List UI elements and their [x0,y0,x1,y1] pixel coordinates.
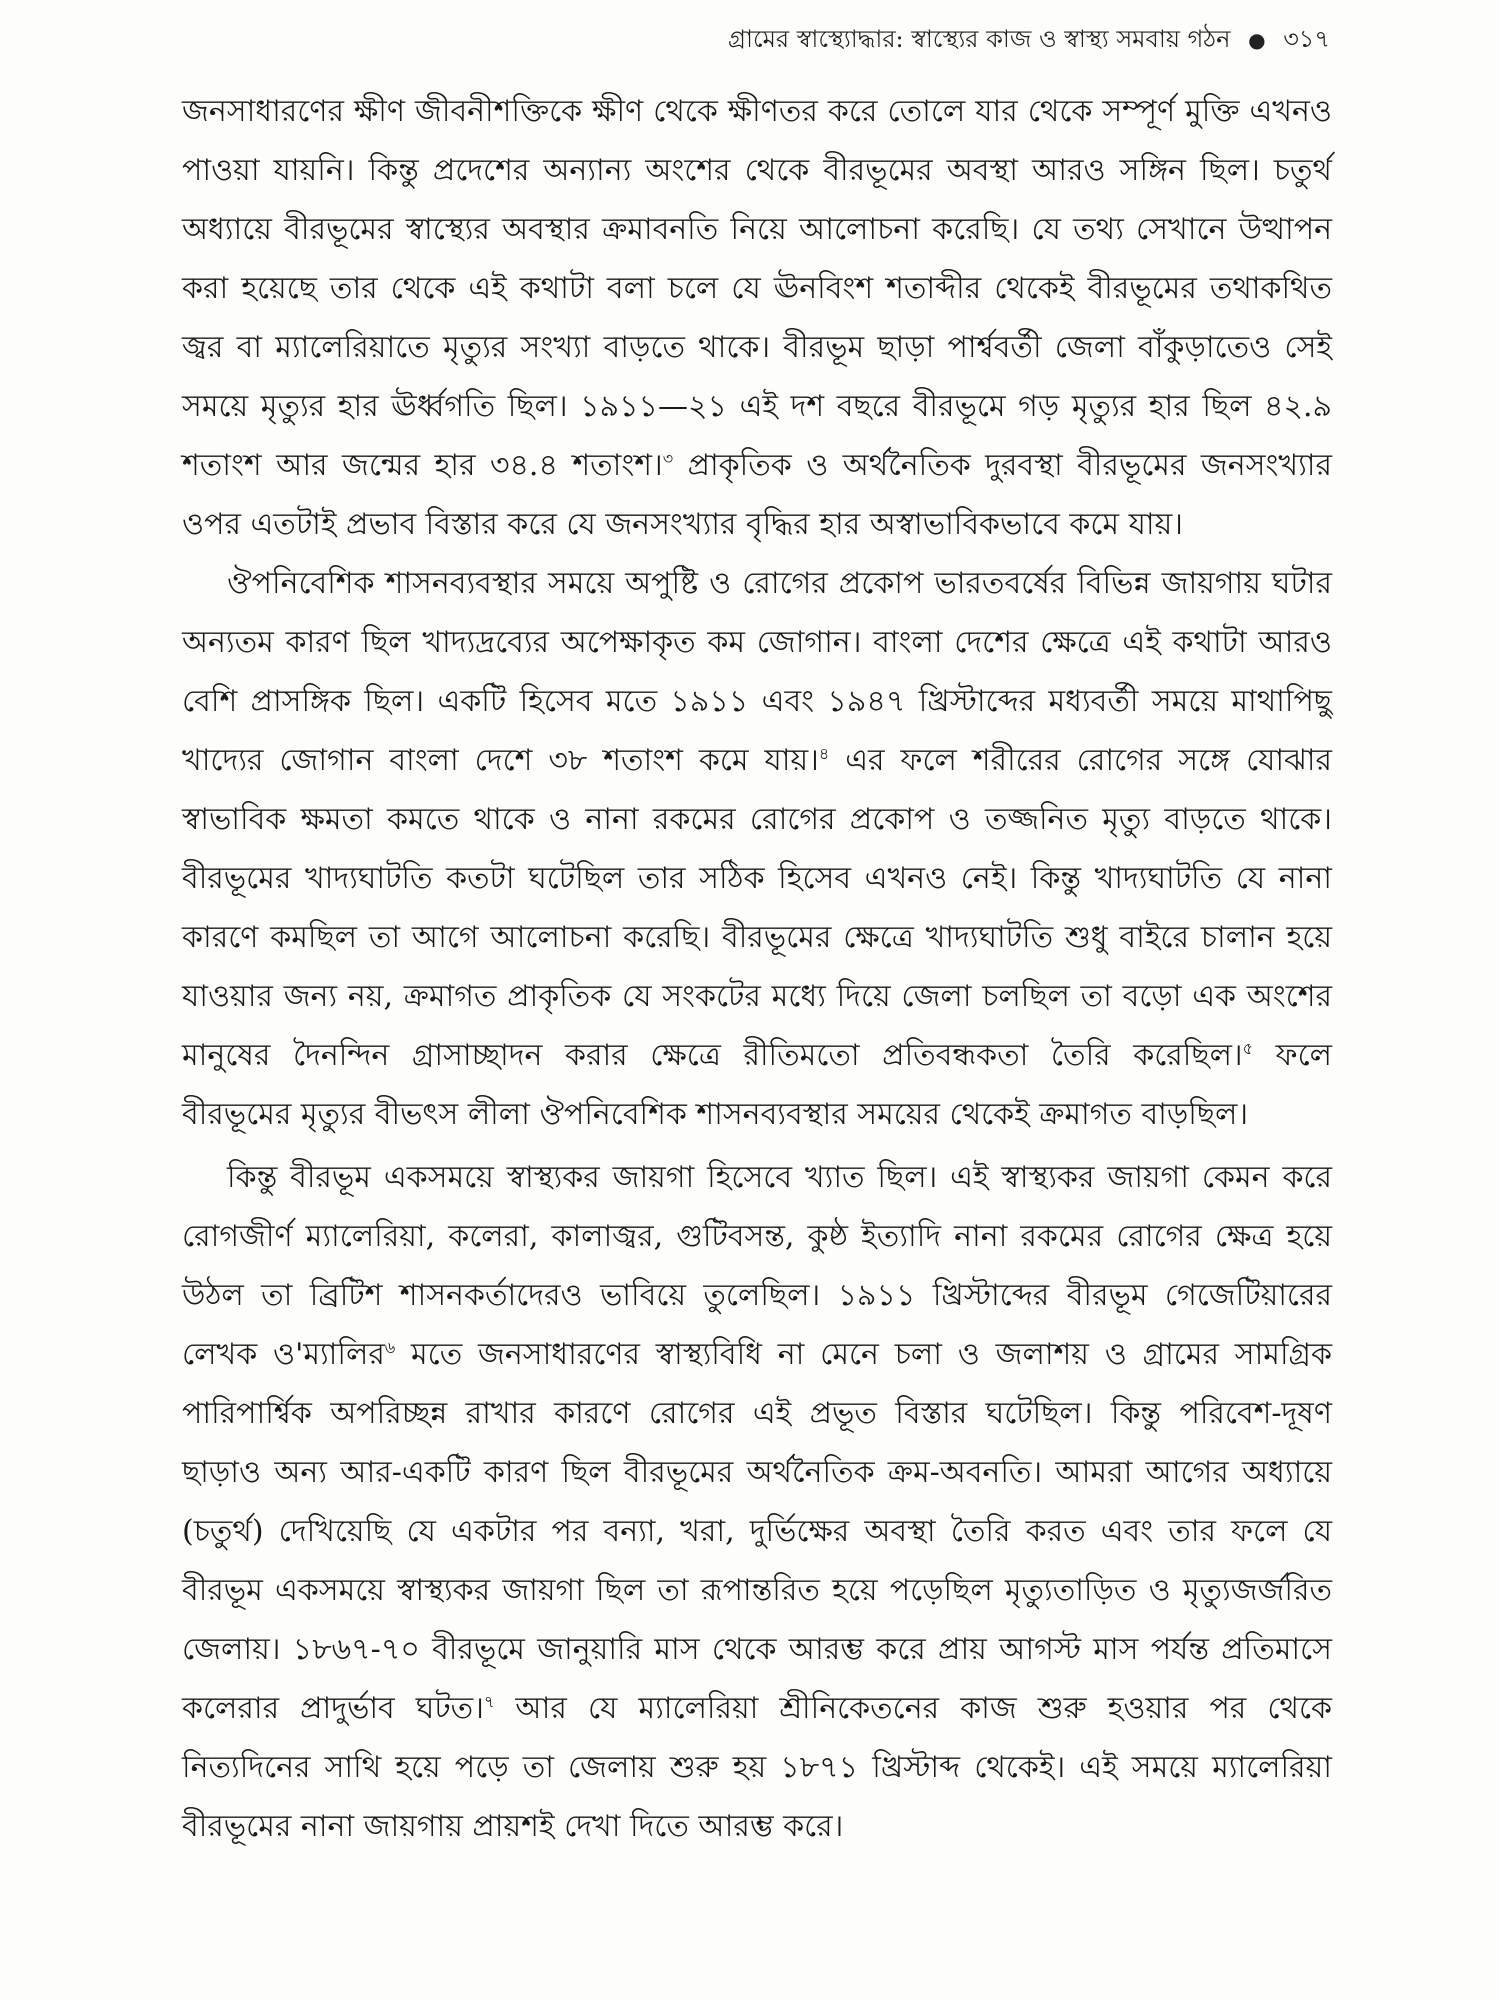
header-separator: ● [1248,28,1266,52]
body-text [182,82,1332,1856]
footnote-ref-6: ৬ [384,1338,396,1357]
running-header [500,22,1330,57]
paragraph-3-text-end: আর যে ম্যালেরিয়া শ্রীনিকেতনের কাজ শুরু হওয়ার পর থেকে নিত্যদিনের সাথি হয়ে পড়ে তা জেলায় শুরু হয় ১৮৭১ খ্রিস্টাব্দ থেকেই। এই সময়ে ম্যালেরিয়া বীরভূমের নানা জায়গায় প্রায়শই দেখা দিতে আরম্ভ করে। [182,1691,1333,1844]
paragraph-2-text-cont: এর ফলে শরীরের রোগের সঙ্গে যোঝার স্বাভাবিক ক্ষমতা কমতে থাকে ও নানা রকমের রোগের প্রকোপ ও তজ্জনিত মৃত্যু বাড়তে থাকে। বীরভূমের খাদ্যঘাটতি কতটা ঘটেছিল তার সঠিক হিসেব এখনও নেই। কিন্তু খাদ্যঘাটতি যে নানা কারণে কমছিল তা আগে আলোচনা করেছি। বীরভূমের ক্ষেত্রে খাদ্যঘাটতি শুধু বাইরে চালান হয়ে যাওয়ার জন্য নয়, ক্রমাগত প্রাকৃতিক যে সংকটের মধ্যে দিয়ে জেলা চলছিল তা বড়ো এক অংশের মানুষের দৈনন্দিন গ্রাসাচ্ছাদন করার ক্ষেত্রে রীতিমতো প্রতিবন্ধকতা তৈরি করেছিল। [182,743,1332,1073]
paragraph-2-text: ঔপনিবেশিক শাসনব্যবস্থার সময়ে অপুষ্টি ও রোগের প্রকোপ ভারতবর্ষের বিভিন্ন জায়গায় ঘটার অন্যতম কারণ ছিল খাদ্যদ্রব্যের অপেক্ষাকৃত কম জোগান। বাংলা দেশের ক্ষেত্রে এই কথাটা আরও বেশি প্রাসঙ্গিক ছিল। একটি হিসেব মতে ১৯১১ এবং ১৯৪৭ খ্রিস্টাব্দের মধ্যবর্তী সময়ে মাথাপিছু খাদ্যের জোগান বাংলা দেশে ৩৮ শতাংশ কমে যায়। [182,566,1332,778]
paragraph-1-text-cont: প্রাকৃতিক ও অর্থনৈতিক দুরবস্থা বীরভূমের জনসংখ্যার ওপর এতটাই প্রভাব বিস্তার করে যে জনসংখ্যার বৃদ্ধির হার অস্বাভাবিকভাবে কমে যায়। [182,448,1332,542]
footnote-ref-5: ৫ [1242,1039,1254,1058]
paragraph-3-text-cont: মতে জনসাধারণের স্বাস্থ্যবিধি না মেনে চলা ও জলাশয় ও গ্রামের সামগ্রিক পারিপার্শ্বিক অপরিচ্ছন্ন রাখার কারণে রোগের এই প্রভূত বিস্তার ঘটেছিল। কিন্তু পরিবেশ-দূষণ ছাড়াও অন্য আর-একটি কারণ ছিল বীরভূমের অর্থনৈতিক ক্রম-অবনতি। আমরা আগের অধ্যায়ে (চতুর্থ) দেখিয়েছি যে একটার পর বন্যা, খরা, দুর্ভিক্ষের অবস্থা তৈরি করত এবং তার ফলে যে বীরভূম একসময়ে স্বাস্থ্যকর জায়গা ছিল তা রূপান্তরিত হয়ে পড়েছিল মৃত্যুতাড়িত ও মৃত্যুজর্জরিত জেলায়। ১৮৬৭-৭০ বীরভূমে জানুয়ারি মাস থেকে আরম্ভ করে প্রায় আগস্ট মাস পর্যন্ত প্রতিমাসে কলেরার প্রাদুর্ভাব ঘটত। [182,1337,1332,1726]
footnote-ref-4: ৪ [818,744,830,763]
paragraph-3 [182,1148,1332,1856]
paragraph-3-text: কিন্তু বীরভূম একসময়ে স্বাস্থ্যকর জায়গা হিসেবে খ্যাত ছিল। এই স্বাস্থ্যকর জায়গা কেমন করে রোগজীর্ণ ম্যালেরিয়া, কলেরা, কালাজ্বর, গুটিবসন্ত, কুষ্ঠ ইত্যাদি নানা রকমের রোগের ক্ষেত্র হয়ে উঠল তা ব্রিটিশ শাসনকর্তাদেরও ভাবিয়ে তুলেছিল। ১৯১১ খ্রিস্টাব্দের বীরভূম গেজেটিয়ারের লেখক ও'ম্যালির [182,1160,1332,1372]
page-number: ৩১৭ [1283,25,1330,53]
paragraph-2 [182,554,1332,1144]
paragraph-1 [182,82,1332,554]
paragraph-1-text: জনসাধারণের ক্ষীণ জীবনীশক্তিকে ক্ষীণ থেকে ক্ষীণতর করে তোলে যার থেকে সম্পূর্ণ মুক্তি এখনও পাওয়া যায়নি। কিন্তু প্রদেশের অন্যান্য অংশের থেকে বীরভূমের অবস্থা আরও সঙ্গিন ছিল। চতুর্থ অধ্যায়ে বীরভূমের স্বাস্থ্যের অবস্থার ক্রমাবনতি নিয়ে আলোচনা করেছি। যে তথ্য সেখানে উত্থাপন করা হয়েছে তার থেকে এই কথাটা বলা চলে যে ঊনবিংশ শতাব্দীর থেকেই বীরভূমের তথাকথিত জ্বর বা ম্যালেরিয়াতে মৃত্যুর সংখ্যা বাড়তে থাকে। বীরভূম ছাড়া পার্শ্ববর্তী জেলা বাঁকুড়াতেও সেই সময়ে মৃত্যুর হার ঊর্ধ্বগতি ছিল। ১৯১১—২১ এই দশ বছরে বীরভূমে গড় মৃত্যুর হার ছিল ৪২.৯ শতাংশ আর জন্মের হার ৩৪.৪ শতাংশ। [182,94,1332,483]
chapter-title: গ্রামের স্বাস্থ্যোদ্ধার: স্বাস্থ্যের কাজ ও স্বাস্থ্য সমবায় গঠন [728,25,1231,53]
footnote-ref-3: ৩ [662,449,674,468]
paragraph-2-text-end: ফলে বীরভূমের মৃত্যুর বীভৎস লীলা ঔপনিবেশিক শাসনব্যবস্থার সময়ের থেকেই ক্রমাগত বাড়ছিল। [182,1038,1332,1132]
footnote-ref-7: ৭ [483,1692,495,1711]
